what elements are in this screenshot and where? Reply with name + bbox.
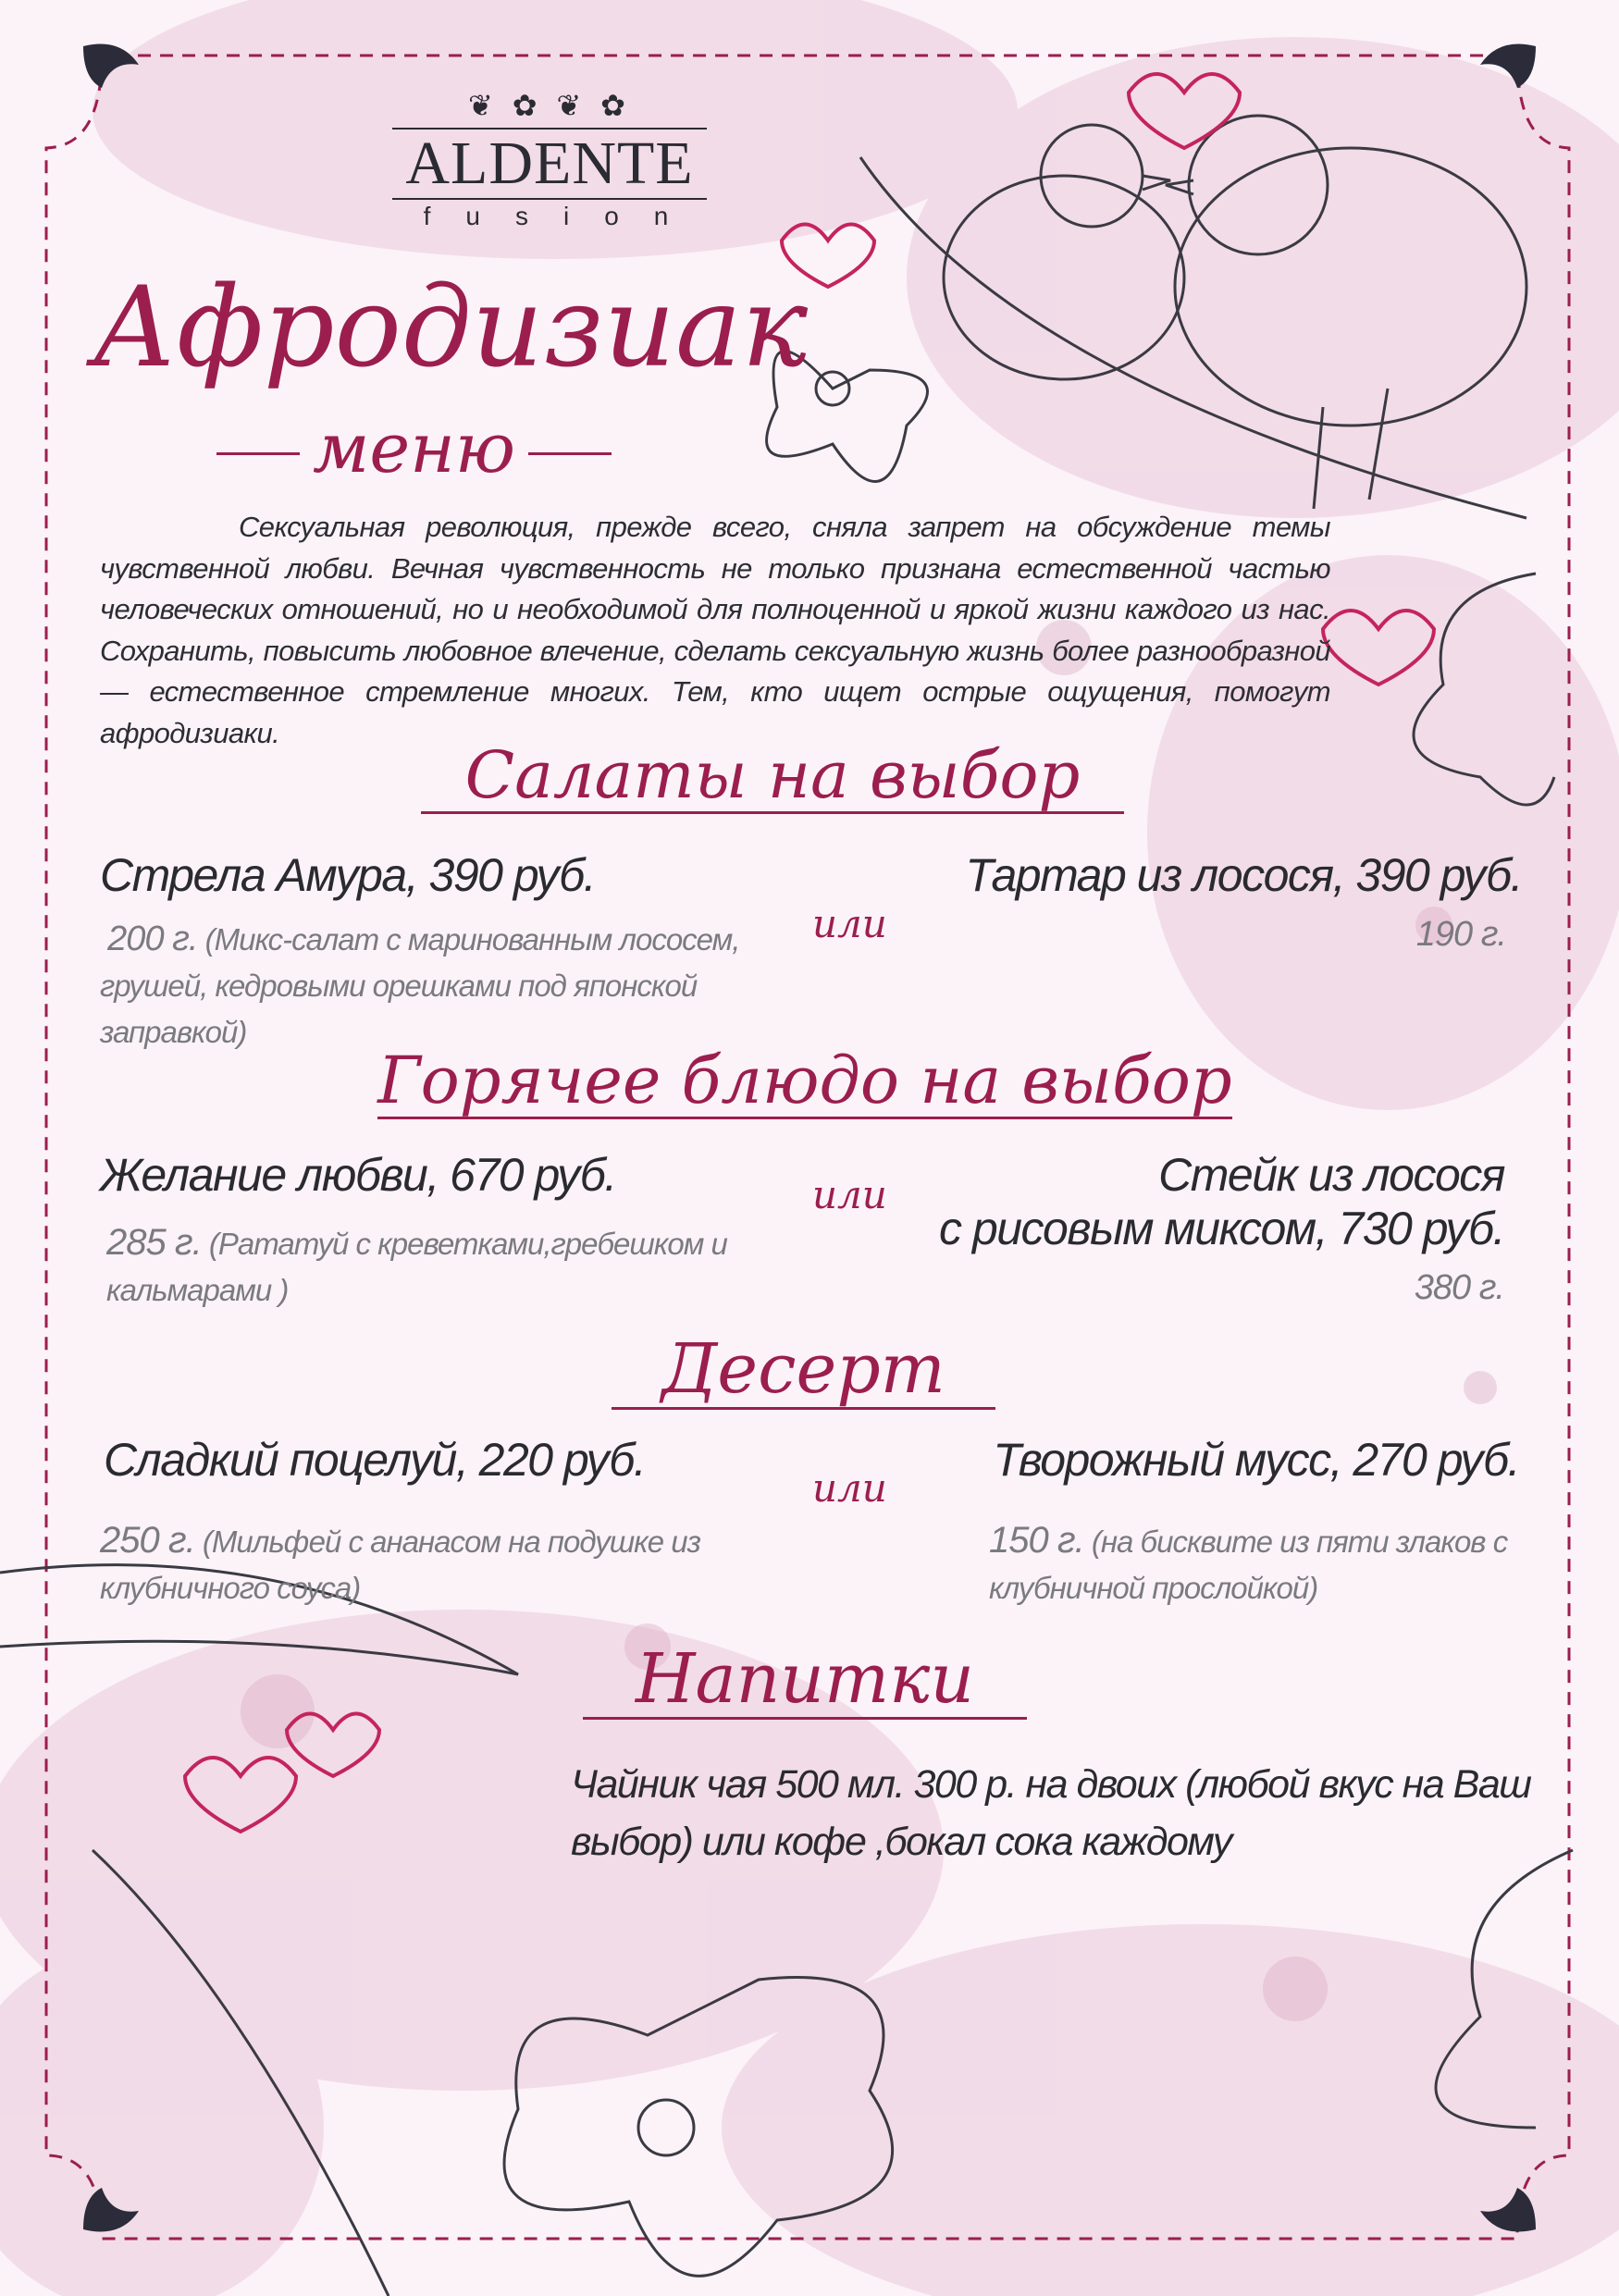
- menu-item-weight: 285 г.: [106, 1222, 202, 1263]
- section-heading-hot: Горячее блюдо на выбор: [377, 1043, 1232, 1118]
- menu-item-details: (Мильфей с ананасом на подушке из клубничного соуса): [100, 1524, 700, 1605]
- menu-item-name: Желание любви, 670 руб.: [100, 1149, 616, 1201]
- section-heading-dessert: Десерт: [612, 1332, 995, 1410]
- page-title: Афродизиак: [93, 264, 809, 392]
- menu-item-details: (Рататуй с креветками,гребешком и кальмарами ): [106, 1227, 727, 1307]
- or-label: или: [812, 1465, 887, 1511]
- menu-item-description: [106, 1219, 791, 1314]
- drinks-description: Чайник чая 500 мл. 300 р. на двоих (любой вкус на Ваш выбор) или кофе ,бокал сока каждому: [571, 1762, 1531, 1864]
- menu-item-details: (Микс-салат с маринованным лососем, грушей, кедровыми орешками под японской заправкой): [100, 922, 740, 1049]
- intro-paragraph: [100, 507, 1330, 754]
- menu-item-weight: 150 г.: [989, 1520, 1084, 1561]
- logo-name: ALDENTE: [392, 128, 707, 200]
- menu-item-name: Стрела Амура, 390 руб.: [100, 849, 596, 901]
- menu-item-weight: 250 г.: [100, 1520, 195, 1561]
- menu-item-name: Тартар из лосося, 390 руб.: [965, 849, 1522, 901]
- page-subtitle: [204, 407, 624, 490]
- menu-item-description: [100, 1517, 794, 1611]
- menu-item-name-line2: с рисовым миксом, 730 руб.: [939, 1203, 1504, 1254]
- menu-item-name: Творожный мусс, 270 руб.: [993, 1434, 1519, 1486]
- menu-item-name: Сладкий поцелуй, 220 руб.: [104, 1434, 646, 1486]
- menu-item-description: [100, 916, 785, 1055]
- logo-subtitle: fusion: [423, 202, 704, 230]
- menu-item-name-line1: Стейк из лосося: [1158, 1149, 1504, 1201]
- or-label: или: [812, 901, 887, 946]
- intro-text: Сексуальная революция, прежде всего, сняла запрет на обсуждение темы чувственной любви. Вечная чувственность не только признана естественной частью человеческих отношений, но и необходимой для полноценной и яркой жизни каждого из нас. Сохранить, повысить любовное влечение, сделать сексуальную жизнь более разнообразной — естественное стремление многих. Тем, кто ищет острые ощущения, помогут афродизиаки.: [100, 511, 1330, 749]
- logo-ornament-icon: ❦ ✿ ❦ ✿: [468, 89, 631, 122]
- section-heading-salads: Салаты на выбор: [421, 740, 1124, 814]
- subtitle-text: меню: [313, 409, 516, 488]
- or-label: или: [812, 1172, 887, 1217]
- menu-item-description: [989, 1517, 1526, 1611]
- menu-item-details: (на бисквите из пяти злаков с клубничной прослойкой): [989, 1524, 1508, 1605]
- menu-item-weight: 380 г.: [1414, 1268, 1504, 1307]
- menu-item-weight: 190 г.: [1415, 915, 1506, 954]
- menu-item-weight: 200 г.: [107, 920, 198, 958]
- section-heading-drinks: Напитки: [583, 1642, 1027, 1720]
